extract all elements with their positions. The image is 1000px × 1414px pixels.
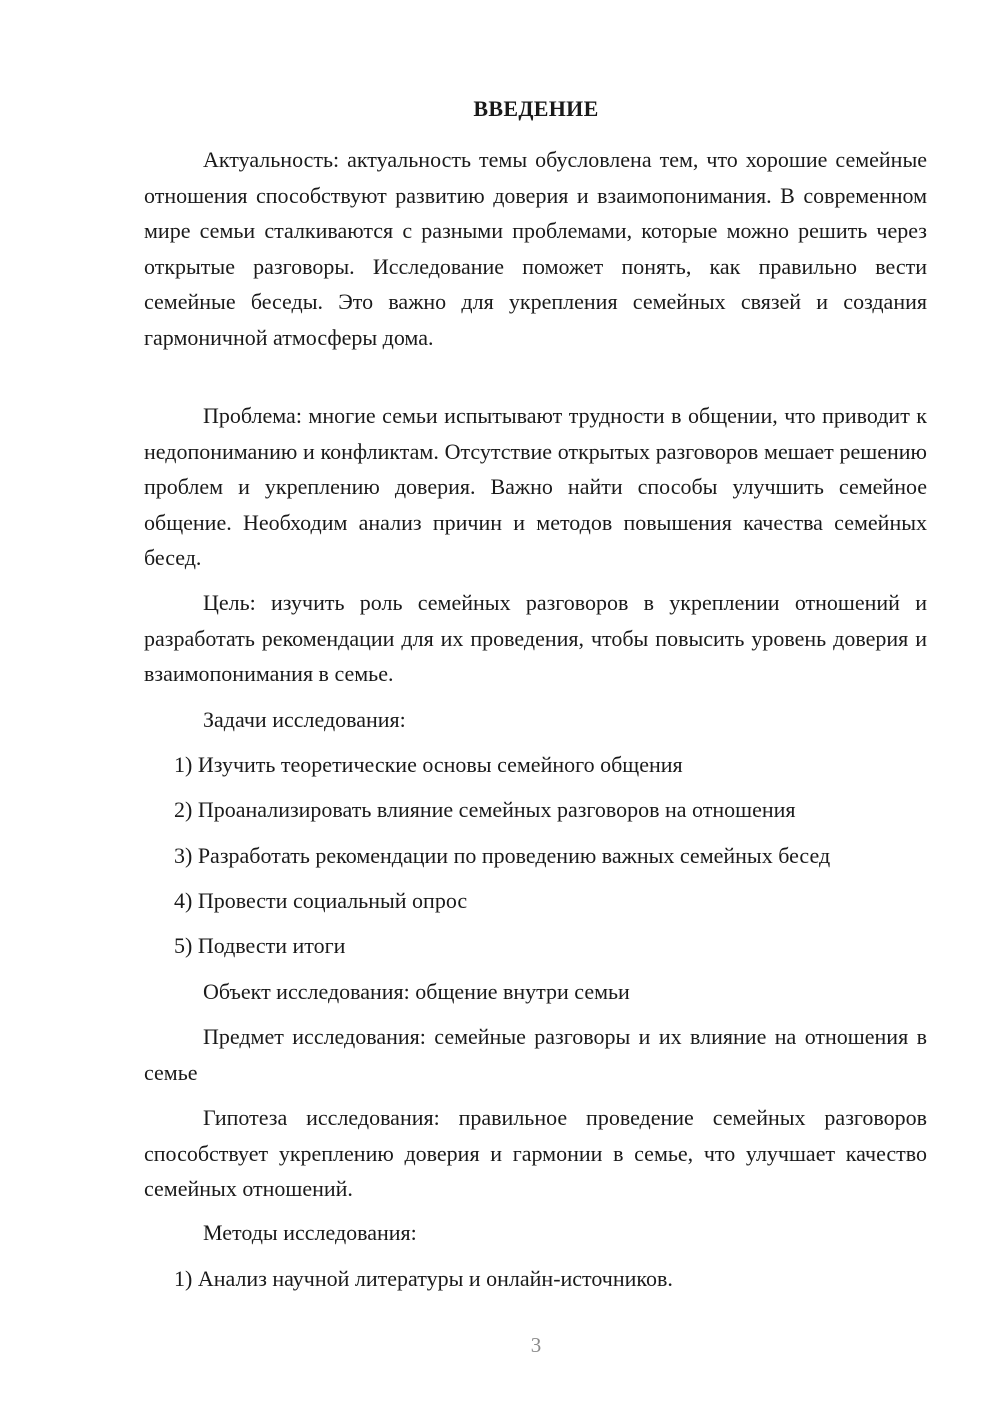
method-item-1: 1) Анализ научной литературы и онлайн-источников. xyxy=(174,1266,673,1291)
subject-paragraph: Предмет исследования: семейные разговоры и их влияние на отношения в семье xyxy=(144,1024,927,1085)
problem-paragraph: Проблема: многие семьи испытывают трудности в общении, что приводит к недопониманию и конфликтам. Отсутствие открытых разговоров мешает решению проблем и укреплению доверия. Важно найти способы улучшить семейное общение. Необходим анализ причин и методов повышения качества семейных бесед. xyxy=(144,403,927,571)
object-line: Объект исследования: общение внутри семьи xyxy=(203,979,630,1004)
goal-paragraph: Цель: изучить роль семейных разговоров в укреплении отношений и разработать рекомендации для их проведения, чтобы повысить уровень доверия и взаимопонимания в семье. xyxy=(144,590,927,687)
section-title: ВВЕДЕНИЕ xyxy=(473,96,599,121)
page-number: 3 xyxy=(530,1333,542,1357)
methods-heading: Методы исследования: xyxy=(203,1220,417,1245)
hypothesis-paragraph: Гипотеза исследования: правильное проведение семейных разговоров способствует укреплению доверия и гармонии в семье, что улучшает качество семейных отношений. xyxy=(144,1105,927,1202)
tasks-heading: Задачи исследования: xyxy=(203,707,406,732)
task-item-5: 5) Подвести итоги xyxy=(174,933,346,958)
task-item-1: 1) Изучить теоретические основы семейного общения xyxy=(174,752,683,777)
task-item-3: 3) Разработать рекомендации по проведению важных семейных бесед xyxy=(174,843,831,868)
relevance-paragraph: Актуальность: актуальность темы обусловлена тем, что хорошие семейные отношения способствуют развитию доверия и взаимопонимания. В современном мире семьи сталкиваются с разными проблемами, которые можно решить через открытые разговоры. Исследование поможет понять, как правильно вести семейные беседы. Это важно для укрепления семейных связей и создания гармоничной атмосферы дома. xyxy=(144,147,927,350)
task-item-2: 2) Проанализировать влияние семейных разговоров на отношения xyxy=(174,797,796,822)
task-item-4: 4) Провести социальный опрос xyxy=(174,888,468,913)
